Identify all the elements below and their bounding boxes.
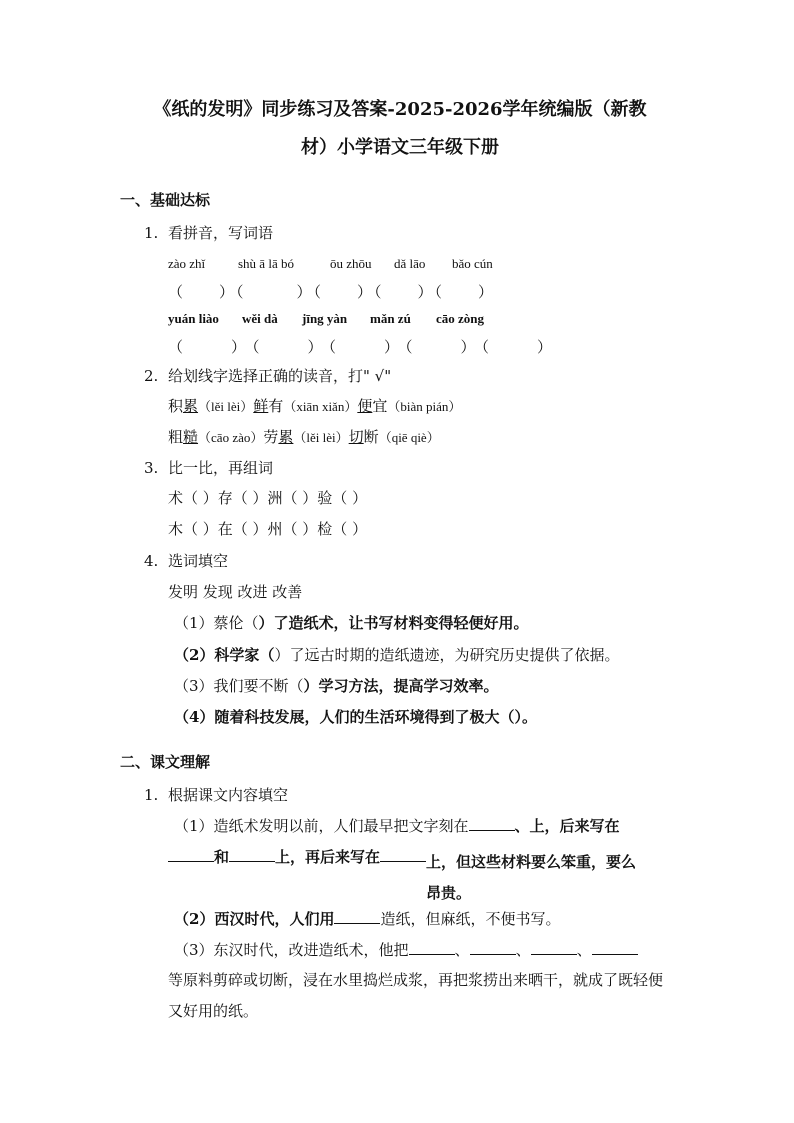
s2-para1-line2	[168, 847, 648, 909]
pinyin-options: （xiān xiǎn）	[283, 399, 358, 414]
q4-item-text: （1）蔡伦（	[174, 614, 259, 632]
q4-item-text: （4）随着科技发展，人们的生活环境得到了极大（	[174, 708, 515, 726]
q3-row2: 木（ ）在（ ）州（ ）检（ ）	[168, 520, 368, 538]
para-text: （2）西汉时代，人们用	[174, 910, 335, 928]
para-text: （3）东汉时代，改进造纸术，他把	[174, 941, 409, 959]
para-text: （1）造纸术发明以前，人们最早把文字刻在	[174, 817, 469, 835]
q1-number: 1.	[144, 224, 159, 242]
q3-text: 比一比，再组词	[168, 459, 274, 477]
fill-blank	[592, 940, 638, 955]
s2-para2	[174, 909, 560, 929]
q4-text: 选词填空	[168, 552, 229, 570]
section1-heading: 一、基础达标	[120, 191, 211, 209]
q4-number: 4.	[144, 552, 159, 570]
q4-item-text: ）了造纸术，让书写材料变得轻便好用。	[258, 614, 529, 632]
underlined-char: 切	[348, 428, 364, 446]
s2-q1-number: 1.	[144, 786, 159, 804]
pinyin-options: （lěi lèi）	[198, 399, 254, 414]
pinyin-item: zào zhǐ	[168, 256, 206, 271]
document-title-line1: 《纸的发明》同步练习及答案-2025-2026学年统编版（新教	[153, 99, 647, 120]
q2-row1	[168, 396, 461, 417]
pinyin-item: cāo zòng	[436, 311, 485, 326]
s2-para1-line1	[174, 816, 620, 836]
para-text: 上，但这些材料要么笨重，要么昂贵。	[426, 853, 637, 902]
pinyin-item: bǎo cún	[452, 256, 493, 271]
answer-brackets-row1: （ ）（ ）（ ）（ ）（ ）	[168, 283, 496, 301]
q4-item-text: ）学习方法，提高学习效率。	[303, 677, 499, 695]
fill-blank	[470, 940, 516, 955]
q4-item-4	[174, 707, 537, 727]
pinyin-item: shù ā lā bó	[238, 256, 294, 271]
q4-item-text: （2）科学家（	[174, 646, 275, 664]
para-text: 上，再后来写在	[275, 848, 381, 866]
word-prefix: 劳	[263, 428, 279, 446]
fill-blank	[168, 847, 214, 862]
para-text: 造纸，但麻纸，不便书写。	[380, 910, 561, 928]
q4-item-2	[174, 645, 619, 665]
fill-blank	[409, 940, 455, 955]
q4-item-text: ）。	[514, 708, 537, 726]
pinyin-item: jīng yàn	[302, 311, 348, 326]
q3-number: 3.	[144, 459, 159, 477]
pinyin-options: （biàn pián）	[387, 399, 462, 414]
pinyin-options: （qiē qiè）	[378, 430, 440, 445]
para-text: 和	[214, 848, 230, 866]
underlined-char: 糙	[183, 428, 199, 446]
fill-blank	[334, 909, 380, 924]
s2-para3-line1	[174, 940, 638, 960]
pinyin-item: wěi dà	[242, 311, 278, 326]
fill-blank	[469, 816, 515, 831]
underlined-char: 便	[357, 397, 373, 415]
q2-number: 2.	[144, 367, 159, 385]
underlined-char: 累	[278, 428, 294, 446]
q2-text: 给划线字选择正确的读音，打" √"	[168, 367, 392, 385]
separator: 、	[515, 941, 531, 959]
fill-blank	[229, 847, 275, 862]
word-prefix: 粗	[168, 428, 184, 446]
answer-brackets-row2: （ ）（ ）（ ）（ ）（ ）	[168, 338, 559, 356]
s2-para3-rest: 等原料剪碎或切断，浸在水里捣烂成浆，再把浆捞出来晒干，就成了既轻便又好用的纸。	[168, 971, 664, 1020]
pinyin-options: （cāo zào）	[198, 430, 264, 445]
pinyin-item: mǎn zú	[370, 311, 411, 326]
pinyin-options: （lěi lèi）	[293, 430, 349, 445]
q1-text: 看拼音，写词语	[168, 224, 274, 242]
separator: 、	[576, 941, 592, 959]
pinyin-item: ōu zhōu	[330, 256, 372, 271]
pinyin-item: dǎ lāo	[394, 256, 426, 271]
underlined-char: 鲜	[253, 397, 269, 415]
word-suffix: 宜	[372, 397, 388, 415]
separator: 、	[454, 941, 470, 959]
q4-word-choices: 发明 发现 改进 改善	[168, 583, 303, 601]
q4-item-3	[174, 676, 499, 696]
q3-row1: 术（ ）存（ ）洲（ ）验（ ）	[168, 489, 368, 507]
word-suffix: 有	[268, 397, 284, 415]
document-title-line2: 材）小学语文三年级下册	[301, 137, 499, 158]
fill-blank	[380, 847, 426, 862]
q2-row2	[168, 427, 440, 448]
q4-item-1	[174, 613, 529, 633]
section2-heading: 二、课文理解	[120, 753, 211, 771]
q4-item-text: ）了远古时期的造纸遗迹，为研究历史提供了依据。	[274, 646, 620, 664]
s2-q1-text: 根据课文内容填空	[168, 786, 289, 804]
word-prefix: 积	[168, 397, 184, 415]
pinyin-item: yuán liào	[168, 311, 219, 326]
underlined-char: 累	[183, 397, 199, 415]
q4-item-text: （3）我们要不断（	[174, 677, 304, 695]
para-text: 、上，后来写在	[514, 817, 620, 835]
word-suffix: 断	[363, 428, 379, 446]
fill-blank	[531, 940, 577, 955]
